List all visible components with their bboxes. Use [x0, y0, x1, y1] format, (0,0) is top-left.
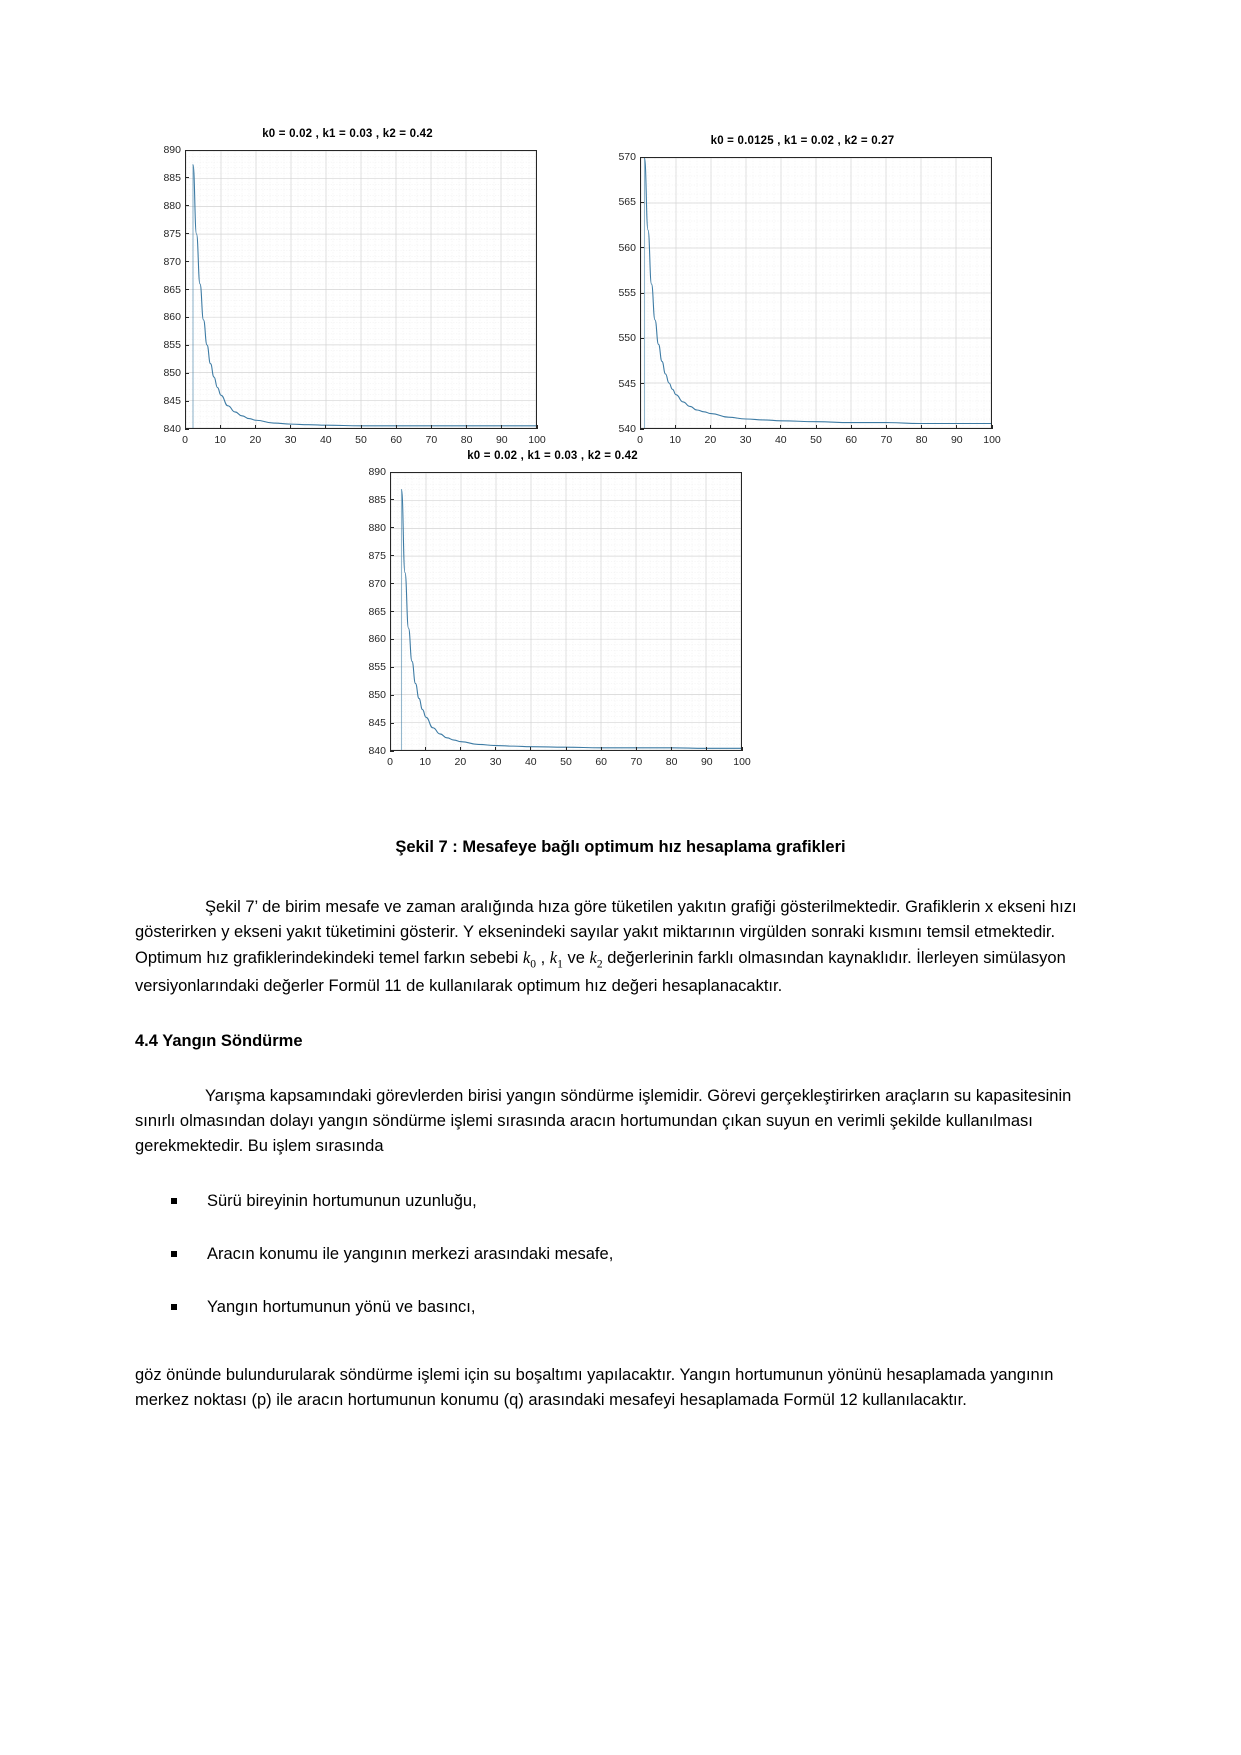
y-tick-label: 850 — [368, 689, 386, 702]
y-tick-label: 570 — [618, 151, 636, 163]
list-item — [135, 1189, 1110, 1214]
y-tick-mark — [640, 383, 644, 384]
y-tick-mark — [640, 338, 644, 339]
x-tick-label: 50 — [355, 434, 367, 446]
y-tick-label: 865 — [368, 605, 386, 618]
y-tick-label: 850 — [163, 367, 181, 380]
x-tick-mark — [675, 425, 676, 429]
x-tick-mark — [325, 425, 326, 429]
y-tick-label: 860 — [163, 311, 181, 324]
y-tick-label: 885 — [163, 171, 181, 184]
y-tick-mark — [185, 289, 189, 290]
chart-2-title: k0 = 0.0125 , k1 = 0.02 , k2 = 0.27 — [710, 135, 895, 147]
x-tick-mark — [742, 747, 743, 751]
y-tick-mark — [390, 723, 394, 724]
x-tick-label: 50 — [560, 756, 572, 768]
chart-3-title: k0 = 0.02 , k1 = 0.03 , k2 = 0.42 — [467, 450, 638, 462]
y-tick-mark — [640, 157, 644, 158]
math-sep-2: ve — [562, 949, 590, 968]
y-tick-label: 565 — [618, 196, 636, 209]
y-tick-mark — [185, 429, 189, 430]
y-tick-label: 885 — [368, 493, 386, 506]
x-tick-mark — [537, 425, 538, 429]
chart-1-title: k0 = 0.02 , k1 = 0.03 , k2 = 0.42 — [262, 128, 433, 140]
x-tick-label: 20 — [249, 434, 262, 446]
x-tick-mark — [566, 747, 567, 751]
y-tick-mark — [185, 233, 189, 234]
math-k2 — [589, 948, 603, 971]
y-tick-mark — [390, 611, 394, 612]
x-tick-label: 70 — [880, 434, 893, 446]
x-tick-label: 100 — [983, 434, 1001, 446]
x-tick-label: 100 — [733, 756, 751, 768]
x-tick-label: 70 — [630, 756, 643, 768]
paragraph-1 — [135, 895, 1110, 999]
x-tick-label: 0 — [182, 434, 188, 446]
math-k0-base: k — [522, 948, 531, 968]
y-tick-mark — [390, 695, 394, 696]
x-tick-mark — [640, 425, 641, 429]
y-tick-mark — [390, 583, 394, 584]
chart-3 — [360, 450, 751, 795]
x-tick-mark — [255, 425, 256, 429]
list-item — [135, 1295, 1110, 1320]
y-tick-label: 890 — [368, 466, 386, 478]
y-tick-label: 875 — [163, 227, 181, 240]
x-tick-label: 10 — [669, 434, 682, 446]
math-k2-base: k — [589, 948, 597, 968]
x-tick-label: 30 — [739, 434, 752, 446]
y-tick-mark — [640, 247, 644, 248]
x-tick-label: 20 — [704, 434, 717, 446]
list-item — [135, 1242, 1110, 1267]
y-tick-label: 845 — [163, 395, 181, 408]
math-k1-sub: 1 — [557, 958, 563, 971]
y-tick-label: 890 — [163, 144, 181, 156]
x-tick-mark — [636, 747, 637, 751]
y-tick-mark — [390, 499, 394, 500]
x-tick-label: 10 — [214, 434, 227, 446]
y-tick-label: 555 — [618, 287, 636, 299]
spacer — [135, 1054, 1110, 1084]
y-tick-label: 550 — [618, 332, 636, 345]
x-tick-mark — [710, 425, 711, 429]
figure-caption: Şekil 7 : Mesafeye bağlı optimum hız hesaplama grafikleri — [395, 838, 846, 856]
x-tick-mark — [390, 747, 391, 751]
x-tick-label: 0 — [387, 756, 393, 768]
y-tick-mark — [185, 177, 189, 178]
chart-2 — [610, 135, 1001, 473]
y-tick-mark — [185, 261, 189, 262]
x-tick-label: 0 — [637, 434, 643, 446]
square-bullet-icon — [171, 1251, 177, 1257]
y-tick-label: 860 — [368, 633, 386, 646]
chart-3-plot-area — [390, 472, 742, 751]
x-tick-mark — [601, 747, 602, 751]
x-tick-mark — [921, 425, 922, 429]
x-tick-label: 70 — [425, 434, 438, 446]
figure-7 — [0, 120, 1241, 830]
requirements-list — [135, 1189, 1110, 1319]
x-tick-label: 90 — [495, 434, 508, 446]
y-tick-label: 880 — [368, 521, 386, 534]
y-tick-mark — [185, 373, 189, 374]
x-tick-mark — [495, 747, 496, 751]
x-tick-label: 40 — [774, 434, 787, 446]
y-tick-mark — [185, 317, 189, 318]
y-tick-mark — [390, 555, 394, 556]
x-tick-label: 40 — [524, 756, 537, 768]
y-tick-mark — [390, 639, 394, 640]
x-tick-mark — [671, 747, 672, 751]
x-tick-mark — [992, 425, 993, 429]
y-tick-mark — [640, 293, 644, 294]
y-tick-label: 545 — [618, 377, 636, 390]
chart-3-plot-wrap — [360, 450, 751, 795]
y-tick-label: 855 — [163, 339, 181, 352]
y-tick-label: 865 — [163, 283, 181, 296]
math-k0-sub: 0 — [530, 958, 537, 971]
math-k1-base: k — [549, 948, 558, 968]
y-tick-mark — [185, 205, 189, 206]
section-heading-4-4: 4.4 Yangın Söndürme — [135, 1032, 303, 1051]
paragraph-1-text-b: değerlerinin farklı olmasından kaynaklıdır. İlerleyen simülasyon versiyonlarındaki değerler Formül 11 de kullanılarak optimum hız değeri hesaplanacaktır. — [135, 949, 1066, 995]
y-tick-label: 855 — [368, 661, 386, 674]
chart-2-plot-area — [640, 157, 992, 429]
x-tick-mark — [425, 747, 426, 751]
chart-2-plot-wrap — [610, 135, 1001, 473]
x-tick-label: 90 — [950, 434, 963, 446]
math-k2-sub: 2 — [596, 958, 603, 971]
x-tick-mark — [290, 425, 291, 429]
x-tick-mark — [361, 425, 362, 429]
x-tick-label: 100 — [528, 434, 546, 446]
y-tick-label: 840 — [368, 745, 386, 757]
math-k0 — [522, 948, 537, 971]
x-tick-mark — [816, 425, 817, 429]
y-tick-mark — [390, 751, 394, 752]
x-tick-label: 80 — [915, 434, 928, 446]
y-tick-label: 870 — [163, 255, 181, 268]
x-tick-label: 50 — [810, 434, 822, 446]
y-tick-label: 845 — [368, 717, 386, 730]
spacer — [135, 1159, 1110, 1189]
y-tick-mark — [390, 667, 394, 668]
y-tick-label: 840 — [163, 423, 181, 435]
x-tick-label: 30 — [284, 434, 297, 446]
x-tick-mark — [530, 747, 531, 751]
x-tick-label: 80 — [460, 434, 473, 446]
x-tick-mark — [396, 425, 397, 429]
chart-2-series-line — [641, 158, 991, 428]
x-tick-mark — [501, 425, 502, 429]
y-tick-mark — [185, 150, 189, 151]
x-tick-mark — [185, 425, 186, 429]
y-tick-mark — [185, 345, 189, 346]
x-tick-mark — [431, 425, 432, 429]
y-tick-label: 880 — [163, 199, 181, 212]
x-tick-label: 60 — [390, 434, 403, 446]
square-bullet-icon — [171, 1304, 177, 1310]
chart-3-series-line — [391, 473, 741, 750]
x-tick-mark — [745, 425, 746, 429]
spacer — [135, 999, 1110, 1029]
x-tick-label: 80 — [665, 756, 678, 768]
chart-1-series-line — [186, 151, 536, 428]
spacer — [135, 1347, 1110, 1363]
x-tick-mark — [220, 425, 221, 429]
y-tick-mark — [185, 401, 189, 402]
y-tick-label: 560 — [618, 241, 636, 254]
paragraph-3: göz önünde bulundurularak söndürme işlemi için su boşaltımı yapılacaktır. Yangın hortumunun yönünü hesaplamada yangının merkez noktası (p) ile aracın hortumunun konumu (q) arasındaki mesafeyi hesaplamada Formül 12 kullanılacaktır. — [135, 1366, 1054, 1410]
paragraph-1-text-a: Şekil 7’ de birim mesafe ve zaman aralığında hıza göre tüketilen yakıtın grafiği gösterilmektedir. Grafiklerin x ekseni hızı gösterirken y ekseni yakıt tüketimini gösterir. Y eksenindeki sayılar yakıt miktarının virgülden sonraki kısmını temsil etmektedir. Optimum hız grafiklerindekindeki temel farkın sebebi — [135, 898, 1077, 968]
x-tick-label: 90 — [700, 756, 713, 768]
y-tick-label: 870 — [368, 577, 386, 590]
square-bullet-icon — [171, 1198, 177, 1204]
x-tick-mark — [886, 425, 887, 429]
x-tick-label: 10 — [419, 756, 432, 768]
list-item-label: Yangın hortumunun yönü ve basıncı, — [207, 1297, 476, 1316]
math-k1 — [549, 948, 563, 971]
math-sep-1: , — [536, 949, 550, 968]
x-tick-label: 60 — [595, 756, 608, 768]
chart-1-plot-area — [185, 150, 537, 429]
y-tick-label: 540 — [618, 423, 636, 435]
x-tick-mark — [706, 747, 707, 751]
x-tick-mark — [780, 425, 781, 429]
x-tick-mark — [460, 747, 461, 751]
paragraph-2: Yarışma kapsamındaki görevlerden birisi yangın söndürme işlemidir. Görevi gerçekleştirirken araçların su kapasitesinin sınırlı olmasından dolayı yangın söndürme işlemi sırasında aracın hortumundan çıkan suyun en verimli şekilde kullanılması gerekmektedir. Bu işlem sırasında — [135, 1086, 1072, 1155]
list-item-label: Sürü bireyinin hortumunun uzunluğu, — [207, 1192, 477, 1211]
y-tick-mark — [640, 202, 644, 203]
x-tick-label: 20 — [454, 756, 467, 768]
y-tick-mark — [390, 527, 394, 528]
x-tick-mark — [466, 425, 467, 429]
chart-1 — [155, 128, 546, 473]
x-tick-mark — [956, 425, 957, 429]
x-tick-label: 40 — [319, 434, 332, 446]
x-tick-label: 30 — [489, 756, 502, 768]
y-tick-mark — [640, 429, 644, 430]
y-tick-label: 875 — [368, 549, 386, 562]
body-content — [135, 895, 1110, 1413]
y-tick-mark — [390, 472, 394, 473]
chart-1-plot-wrap — [155, 128, 546, 473]
x-tick-label: 60 — [845, 434, 858, 446]
list-item-label: Aracın konumu ile yangının merkezi arasındaki mesafe, — [207, 1244, 614, 1263]
x-tick-mark — [851, 425, 852, 429]
